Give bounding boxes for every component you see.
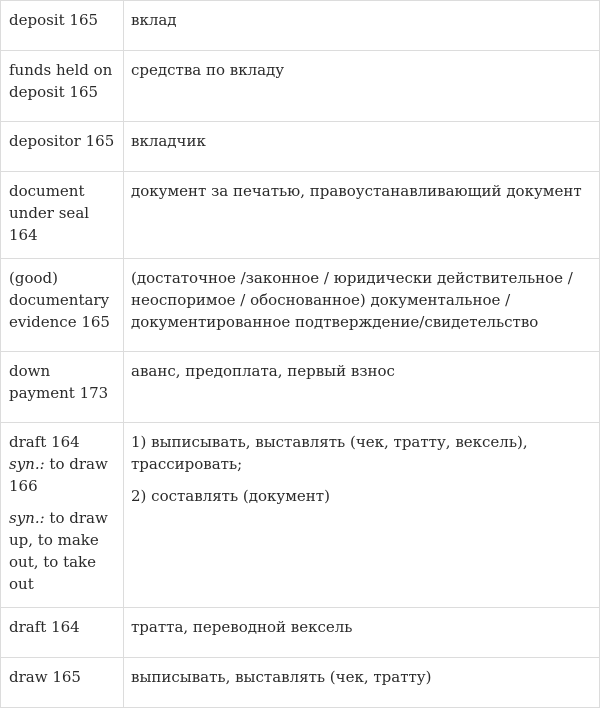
term-cell: draw 165: [1, 658, 124, 708]
term-cell: [1, 423, 124, 608]
translation-cell: тратта, переводной вексель: [124, 608, 600, 658]
table-row: [1, 658, 600, 708]
translation-cell: вкладчик: [124, 122, 600, 172]
table-row: [1, 172, 600, 259]
translation-cell: выписывать, выставлять (чек, тратту): [124, 658, 600, 708]
table-row: [1, 259, 600, 352]
term-cell: deposit 165: [1, 1, 124, 51]
table-row: [1, 1, 600, 51]
term-paragraph: [9, 431, 117, 497]
translation-cell: [124, 423, 600, 608]
term-cell: draft 164: [1, 608, 124, 658]
term-text: draft 164: [9, 433, 80, 451]
term-cell: (good) documentary evidence 165: [1, 259, 124, 352]
term-cell: down payment 173: [1, 352, 124, 423]
synonym-label: syn.:: [9, 509, 45, 527]
term-text: to draw up, to make out, to take out: [9, 509, 108, 593]
term-cell: funds held on deposit 165: [1, 51, 124, 122]
translation-cell: вклад: [124, 1, 600, 51]
term-text: to draw 166: [9, 455, 108, 495]
translation-paragraph: 2) составлять (документ): [131, 487, 330, 505]
table-row: [1, 423, 600, 608]
translation-cell: документ за печатью, правоустанавливающий документ: [124, 172, 600, 259]
table-row: [1, 352, 600, 423]
translation-paragraph: 1) выписывать, выставлять (чек, тратту, вексель), трассировать;: [131, 433, 528, 473]
translation-cell: средства по вкладу: [124, 51, 600, 122]
term-cell: depositor 165: [1, 122, 124, 172]
table-row: [1, 608, 600, 658]
translation-cell: (достаточное /законное / юридически действительное / неоспоримое / обоснованное) документальное / документированное подтверждение/свидетельство: [124, 259, 600, 352]
term-paragraph: [9, 507, 117, 595]
term-cell: document under seal 164: [1, 172, 124, 259]
table-row: [1, 51, 600, 122]
synonym-label: syn.:: [9, 455, 45, 473]
table-row: [1, 122, 600, 172]
translation-cell: аванс, предоплата, первый взнос: [124, 352, 600, 423]
